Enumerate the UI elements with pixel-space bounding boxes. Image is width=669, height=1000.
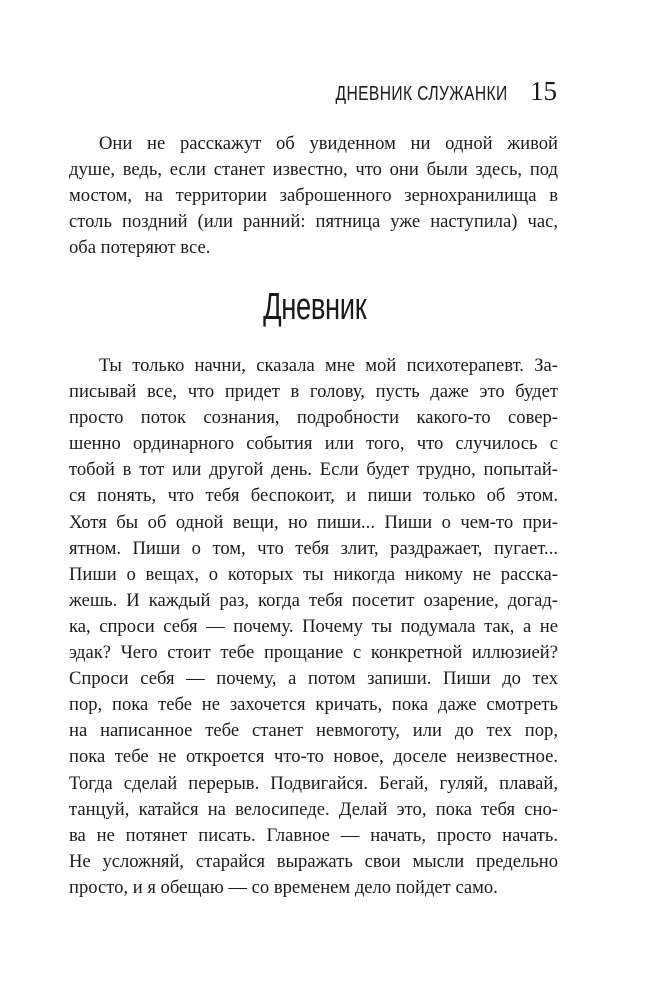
text-line: эдак? Чего стоит тебе прощание с конкретной иллюзией? <box>69 642 558 664</box>
running-header <box>287 76 557 107</box>
text-line: жешь. И каждый раз, когда тебя посетит озарение, догад- <box>69 589 558 611</box>
text-line: пока тебе не откроется что-то новое, доселе неизвестное. <box>69 746 558 768</box>
text-line: оба потеряют все. <box>69 237 211 259</box>
text-line: тобой в тот или другой день. Если будет трудно, попытай- <box>69 459 558 481</box>
text-line: столь поздний (или ранний: пятница уже наступила) час, <box>69 211 558 233</box>
text-line: просто поток сознания, подробности какого-то совер- <box>69 407 558 429</box>
text-line: мостом, на территории заброшенного зернохранилища в <box>69 185 558 207</box>
text-line: пор, пока тебе не захочется кричать, пока даже смотреть <box>69 694 558 716</box>
page-number: 15 <box>530 76 557 106</box>
text-line: ятном. Пиши о том, что тебя злит, раздражает, пугает... <box>69 537 558 559</box>
text-line: Тогда сделай перерыв. Подвигайся. Бегай, гуляй, плавай, <box>69 772 558 794</box>
running-title: ДНЕВНИК СЛУЖАНКИ <box>335 83 508 105</box>
text-line: танцуй, катайся на велосипеде. Делай это, пока тебя сно- <box>69 798 558 820</box>
text-line: Ты только начни, сказала мне мой психотерапевт. За- <box>99 355 558 376</box>
text-line: душе, ведь, если станет известно, что они были здесь, под <box>69 159 558 181</box>
main-paragraph <box>69 353 558 901</box>
text-line: ва не потянет писать. Главное — начать, просто начать. <box>69 824 558 846</box>
text-line: ся понять, что тебя беспокоит, и пиши только об этом. <box>69 485 558 507</box>
section-heading-text: Дневник <box>262 286 367 328</box>
section-heading <box>0 286 629 329</box>
intro-paragraph <box>69 131 558 261</box>
text-line: Спроси себя — почему, а потом запиши. Пиши до тех <box>69 668 558 690</box>
text-line: Пиши о вещах, о которых ты никогда никому не расска- <box>69 563 558 585</box>
text-line: писывай все, что придет в голову, пусть даже это будет <box>69 381 558 403</box>
text-line: Не усложняй, старайся выражать свои мысли предельно <box>69 850 558 872</box>
text-line: просто, и я обещаю — со временем дело пойдет само. <box>69 876 498 898</box>
text-line: Они не расскажут об увиденном ни одной живой <box>99 133 558 154</box>
text-line: шенно ординарного события или того, что случилось с <box>69 433 558 455</box>
text-line: ка, спроси себя — почему. Почему ты подумала так, а не <box>69 615 558 637</box>
text-line: на написанное тебе станет невмоготу, или до тех пор, <box>69 720 558 742</box>
text-line: Хотя бы об одной вещи, но пиши... Пиши о чем-то при- <box>69 511 558 533</box>
